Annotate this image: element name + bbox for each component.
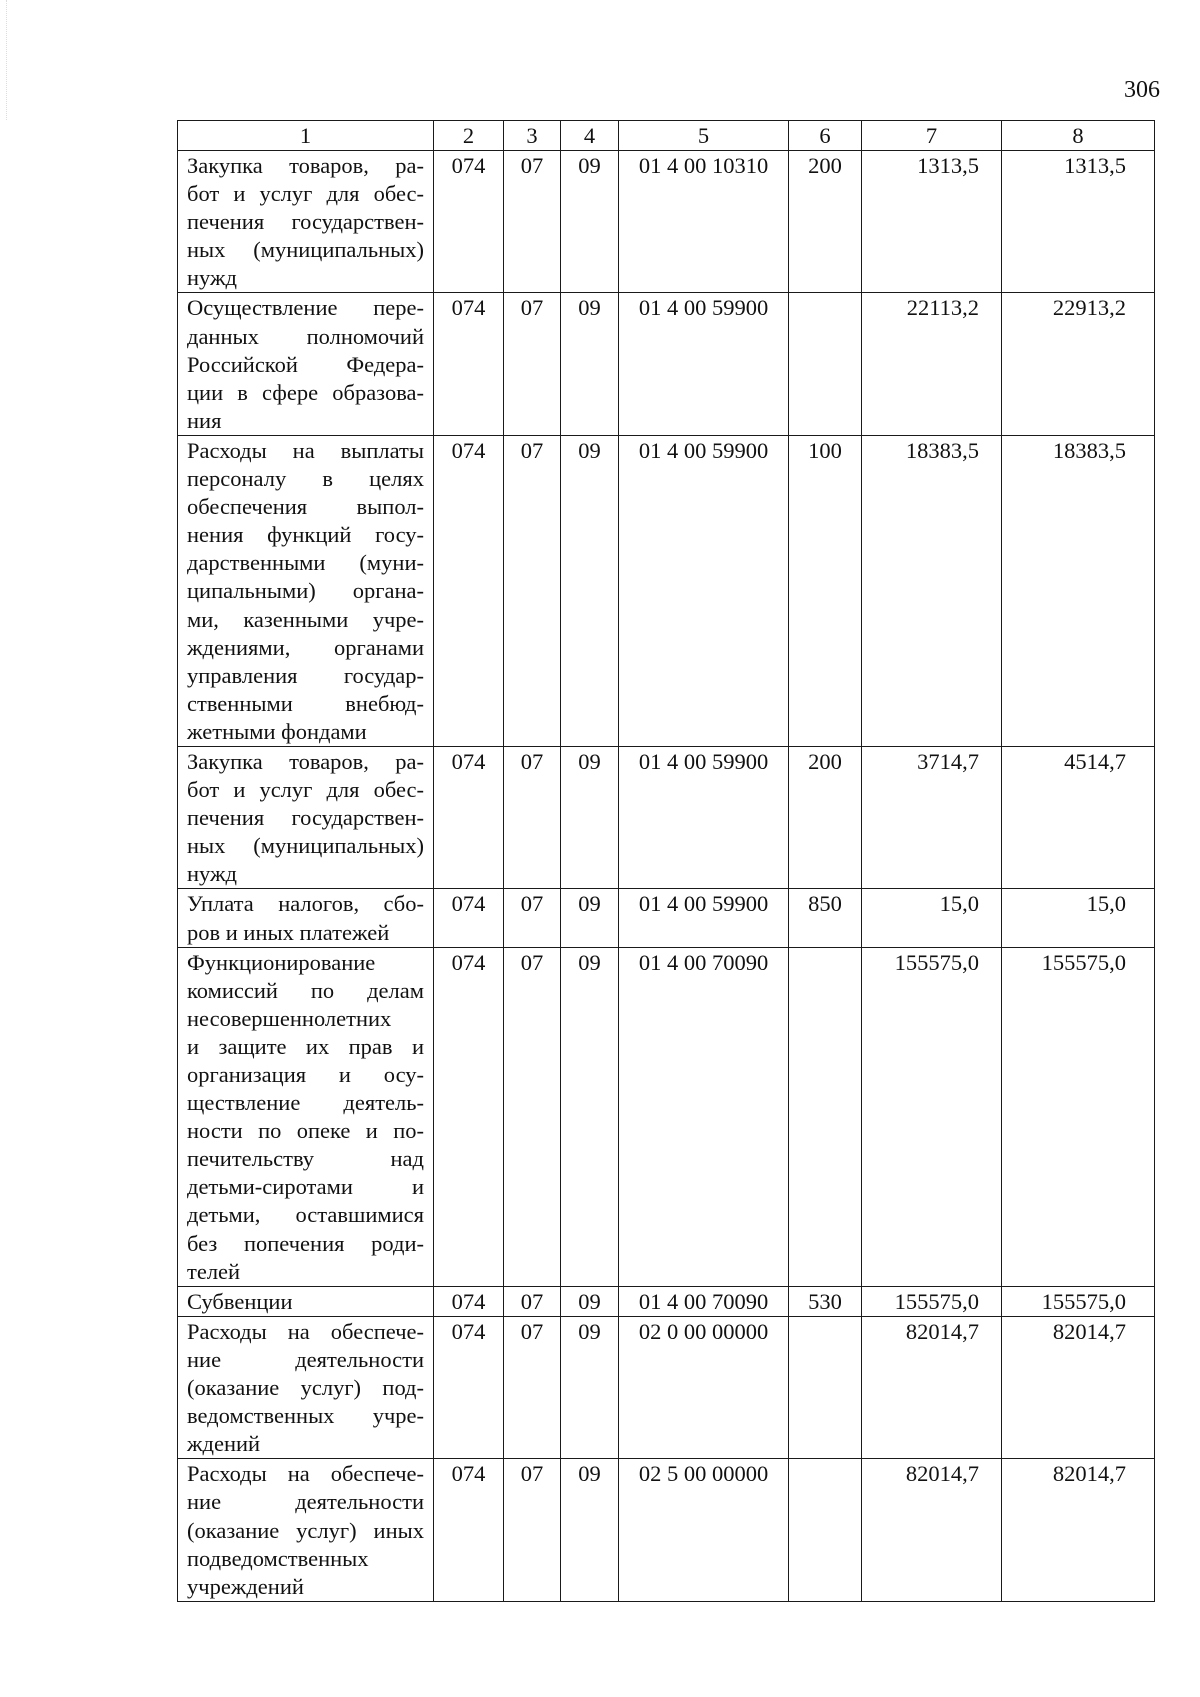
description-line: Субвенции [187, 1288, 293, 1314]
scan-edge-mark [0, 0, 7, 120]
description-line: комиссий по делам [187, 977, 424, 1003]
amount-col7-cell: 1313,5 [862, 151, 1002, 293]
amount-col7-cell: 82014,7 [862, 1459, 1002, 1601]
description-line: ципальными) органа- [187, 578, 424, 604]
description-line: печения государствен- [187, 805, 424, 831]
subsection-cell: 09 [561, 1459, 619, 1601]
header-cell: 4 [561, 121, 619, 151]
admin-code-cell: 074 [434, 435, 504, 746]
description-line: обеспечения выпол- [187, 494, 424, 520]
amount-col8-cell: 82014,7 [1002, 1316, 1155, 1458]
description-line: ров и иных платежей [187, 919, 390, 945]
description-line: Расходы на обеспече- [187, 1461, 424, 1487]
row-description [178, 889, 434, 947]
subsection-cell: 09 [561, 889, 619, 947]
target-article-cell: 01 4 00 70090 [619, 1286, 789, 1316]
expense-type-cell: 200 [789, 151, 862, 293]
table-row [178, 746, 1155, 888]
subsection-cell: 09 [561, 1316, 619, 1458]
amount-col7-cell: 18383,5 [862, 435, 1002, 746]
description-line: ния [187, 407, 222, 433]
description-line: ции в сфере образова- [187, 379, 424, 405]
description-line: Закупка товаров, ра- [187, 153, 424, 178]
description-line: бот и услуг для обес- [187, 181, 424, 207]
budget-table [177, 120, 1155, 1602]
table-row [178, 889, 1155, 947]
description-line: Расходы на обеспече- [187, 1318, 424, 1344]
amount-col8-cell: 18383,5 [1002, 435, 1155, 746]
description-line: Закупка товаров, ра- [187, 748, 424, 774]
target-article-cell: 02 5 00 00000 [619, 1459, 789, 1601]
table-row [178, 1316, 1155, 1458]
description-line: детьми-сиротами и [187, 1174, 424, 1200]
header-cell: 1 [178, 121, 434, 151]
description-line: печительству над [187, 1146, 424, 1172]
admin-code-cell: 074 [434, 1286, 504, 1316]
amount-col8-cell: 155575,0 [1002, 1286, 1155, 1316]
target-article-cell: 01 4 00 59900 [619, 746, 789, 888]
header-cell: 7 [862, 121, 1002, 151]
description-line: данных полномочий [187, 323, 424, 349]
section-cell: 07 [504, 435, 561, 746]
subsection-cell: 09 [561, 746, 619, 888]
admin-code-cell: 074 [434, 746, 504, 888]
target-article-cell: 01 4 00 70090 [619, 947, 789, 1286]
row-description [178, 1286, 434, 1316]
header-cell: 5 [619, 121, 789, 151]
subsection-cell: 09 [561, 435, 619, 746]
expense-type-cell [789, 1459, 862, 1601]
description-line: ние деятельности [187, 1346, 424, 1372]
description-line: ждений [187, 1431, 261, 1457]
amount-col8-cell: 4514,7 [1002, 746, 1155, 888]
section-cell: 07 [504, 1316, 561, 1458]
description-line: Уплата налогов, сбо- [187, 891, 424, 917]
subsection-cell: 09 [561, 151, 619, 293]
table-row [178, 151, 1155, 293]
table-row [178, 293, 1155, 435]
section-cell: 07 [504, 151, 561, 293]
amount-col8-cell: 155575,0 [1002, 947, 1155, 1286]
page-number: 306 [1124, 77, 1160, 103]
amount-col8-cell: 82014,7 [1002, 1459, 1155, 1601]
description-line: несовершеннолетних [187, 1005, 392, 1031]
row-description [178, 151, 434, 293]
admin-code-cell: 074 [434, 1316, 504, 1458]
row-description [178, 293, 434, 435]
target-article-cell: 02 0 00 00000 [619, 1316, 789, 1458]
admin-code-cell: 074 [434, 293, 504, 435]
expense-type-cell: 850 [789, 889, 862, 947]
description-line: бот и услуг для обес- [187, 777, 424, 803]
expense-type-cell: 100 [789, 435, 862, 746]
expense-type-cell: 530 [789, 1286, 862, 1316]
description-line: Расходы на выплаты [187, 437, 424, 463]
section-cell: 07 [504, 293, 561, 435]
amount-col7-cell: 15,0 [862, 889, 1002, 947]
description-line: без попечения роди- [187, 1230, 424, 1256]
description-line: жетными фондами [187, 718, 367, 744]
header-cell: 3 [504, 121, 561, 151]
description-line: Осуществление пере- [187, 295, 424, 321]
description-line: учреждений [187, 1573, 304, 1599]
row-description [178, 947, 434, 1286]
section-cell: 07 [504, 947, 561, 1286]
description-line: ществление деятель- [187, 1090, 424, 1116]
amount-col7-cell: 155575,0 [862, 1286, 1002, 1316]
description-line: ведомственных учре- [187, 1403, 424, 1429]
row-description [178, 435, 434, 746]
description-line: нения функций госу- [187, 522, 424, 548]
amount-col7-cell: 3714,7 [862, 746, 1002, 888]
header-cell: 6 [789, 121, 862, 151]
description-line: Российской Федера- [187, 351, 424, 377]
description-line: подведомственных [187, 1545, 369, 1571]
expense-type-cell [789, 293, 862, 435]
table-row [178, 1459, 1155, 1601]
admin-code-cell: 074 [434, 1459, 504, 1601]
description-line: нужд [187, 861, 237, 887]
table-row [178, 947, 1155, 1286]
description-line: ственными внебюд- [187, 690, 424, 716]
target-article-cell: 01 4 00 59900 [619, 435, 789, 746]
expense-type-cell [789, 947, 862, 1286]
subsection-cell: 09 [561, 947, 619, 1286]
admin-code-cell: 074 [434, 151, 504, 293]
description-line: (оказание услуг) иных [187, 1517, 424, 1543]
subsection-cell: 09 [561, 293, 619, 435]
description-line: управления государ- [187, 662, 424, 688]
description-line: организация и осу- [187, 1062, 424, 1087]
expense-type-cell: 200 [789, 746, 862, 888]
row-description [178, 746, 434, 888]
row-description [178, 1316, 434, 1458]
description-line: ние деятельности [187, 1489, 424, 1515]
section-cell: 07 [504, 1459, 561, 1601]
header-cell: 8 [1002, 121, 1155, 151]
description-line: ми, казенными учре- [187, 606, 424, 632]
table-body [178, 151, 1155, 1602]
admin-code-cell: 074 [434, 947, 504, 1286]
header-row [178, 121, 1155, 151]
table-row [178, 435, 1155, 746]
amount-col7-cell: 22113,2 [862, 293, 1002, 435]
section-cell: 07 [504, 889, 561, 947]
amount-col8-cell: 1313,5 [1002, 151, 1155, 293]
target-article-cell: 01 4 00 59900 [619, 293, 789, 435]
section-cell: 07 [504, 1286, 561, 1316]
description-line: ных (муниципальных) [187, 237, 424, 263]
description-line: персоналу в целях [187, 466, 424, 492]
description-line: дарственными (муни- [187, 550, 424, 576]
description-line: нужд [187, 265, 237, 291]
expense-type-cell [789, 1316, 862, 1458]
description-line: телей [187, 1258, 241, 1284]
description-line: детьми, оставшимися [187, 1202, 424, 1228]
row-description [178, 1459, 434, 1601]
target-article-cell: 01 4 00 59900 [619, 889, 789, 947]
subsection-cell: 09 [561, 1286, 619, 1316]
target-article-cell: 01 4 00 10310 [619, 151, 789, 293]
table-row [178, 1286, 1155, 1316]
amount-col7-cell: 82014,7 [862, 1316, 1002, 1458]
description-line: ности по опеке и по- [187, 1118, 424, 1144]
description-line: печения государствен- [187, 209, 424, 235]
description-line: (оказание услуг) под- [187, 1375, 424, 1401]
description-line: ных (муниципальных) [187, 833, 424, 859]
admin-code-cell: 074 [434, 889, 504, 947]
header-cell: 2 [434, 121, 504, 151]
description-line: ждениями, органами [187, 634, 424, 660]
amount-col8-cell: 22913,2 [1002, 293, 1155, 435]
section-cell: 07 [504, 746, 561, 888]
description-line: Функционирование [187, 949, 376, 975]
amount-col8-cell: 15,0 [1002, 889, 1155, 947]
description-line: и защите их прав и [187, 1033, 424, 1059]
amount-col7-cell: 155575,0 [862, 947, 1002, 1286]
